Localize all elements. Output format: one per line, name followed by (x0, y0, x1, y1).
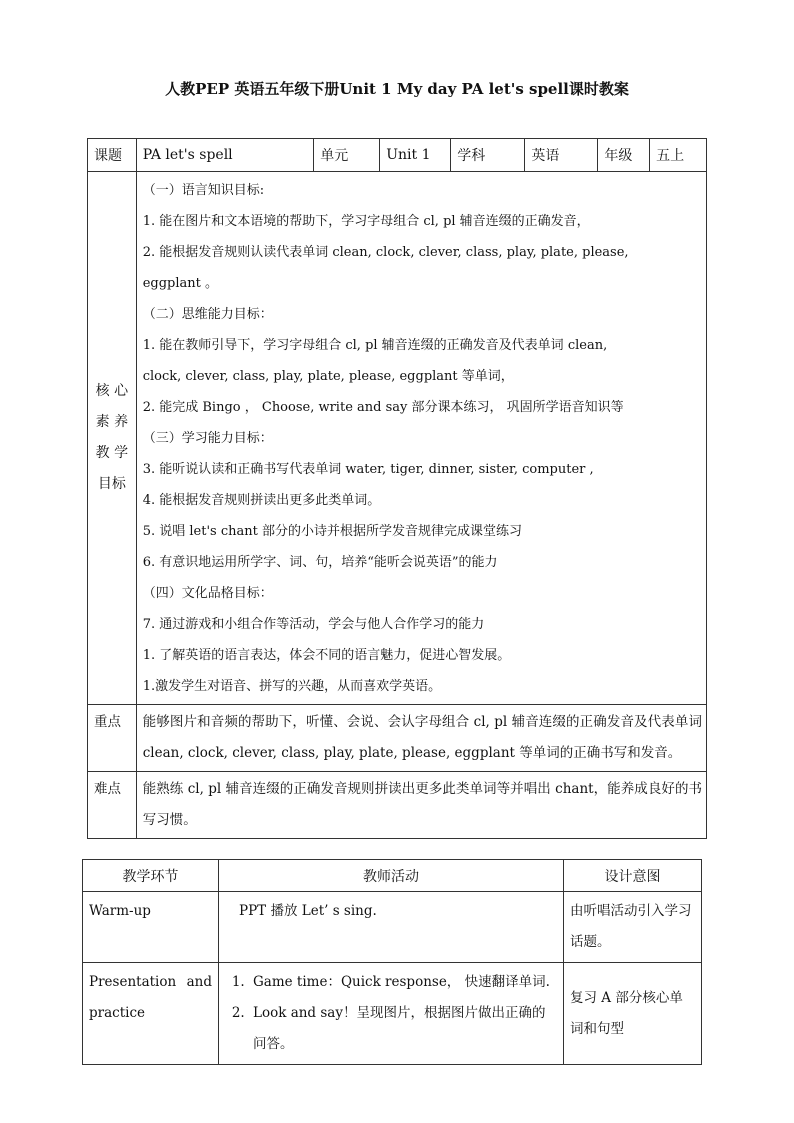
grade-value: 五上 (650, 139, 707, 172)
intent-cell: 由听唱活动引入学习话题。 (564, 892, 702, 963)
goal-line: 1.激发学生对语音、拼写的兴趣，从而喜欢学英语。 (142, 679, 442, 694)
stage-name: Presentation (89, 974, 177, 990)
activity-list (225, 967, 557, 1060)
process-row (83, 963, 702, 1065)
stage-cell (83, 892, 219, 963)
goals-label-line: 教 学 (95, 445, 129, 461)
intent-header: 设计意图 (564, 860, 702, 892)
goal-line: 1. 能在教师引导下，学习字母组合 cl, pl 辅音连缀的正确发音及代表单词 clean, (142, 338, 608, 353)
activity-item: PPT 播放 Let’ s sing. (239, 903, 377, 919)
goals-label-line: 核 心 (95, 383, 129, 399)
stage-name: practice (89, 1005, 145, 1021)
goal-line: （四）文化品格目标： (142, 586, 273, 601)
goal-line: 2. 能完成 Bingo ， Choose, write and say 部分课本练习， 巩固所学语音知识等 (142, 400, 624, 415)
stage-name: and (186, 974, 212, 990)
key-points-text: 能够图片和音频的帮助下，听懂、会说、会认字母组合 cl, pl 辅音连缀的正确发音及代表单词 clean, clock, clever, class, play, plate, please, eggplant 等单词的正确书写和发音。 (136, 705, 706, 772)
stage-name: Warm-up (89, 903, 151, 919)
topic-label: 课题 (88, 139, 137, 172)
goal-line: 1. 了解英语的语言表达，体会不同的语言魅力，促进心智发展。 (142, 648, 511, 663)
activity-item: 2. Look and say！呈现图片，根据图片做出正确的问答。 (249, 998, 557, 1060)
process-header-row (83, 860, 702, 892)
unit-label: 单元 (314, 139, 380, 172)
activity-item: 1. Game time：Quick response， 快速翻译单词. (249, 967, 557, 998)
topic-value: PA let's spell (136, 139, 314, 172)
grade-label: 年级 (598, 139, 650, 172)
goal-line: （二）思维能力目标： (142, 307, 273, 322)
activity-cell (219, 892, 564, 963)
goal-line: clock, clever, class, play, plate, please, eggplant 等单词， (142, 369, 514, 384)
key-points-label: 重点 (88, 705, 137, 772)
subject-label: 学科 (451, 139, 525, 172)
goals-content (136, 172, 706, 705)
lesson-plan-table (87, 138, 707, 839)
goal-line: eggplant 。 (142, 276, 218, 291)
goals-label (88, 172, 137, 705)
header-row (88, 139, 707, 172)
key-points-row (88, 705, 707, 772)
intent-cell: 复习 A 部分核心单词和句型 (564, 963, 702, 1065)
goals-row (88, 172, 707, 705)
goal-line: （三）学习能力目标： (142, 431, 273, 446)
unit-value: Unit 1 (380, 139, 451, 172)
document-title: 人教PEP 英语五年级下册Unit 1 My day PA let's spell课时教案 (165, 80, 629, 98)
goal-line: 2. 能根据发音规则认读代表单词 clean, clock, clever, class, play, plate, please, (142, 245, 629, 260)
goal-line: （一）语言知识目标: (142, 183, 265, 198)
stage-cell (83, 963, 219, 1065)
goal-line: 3. 能听说认读和正确书写代表单词 water, tiger, dinner, sister, computer , (142, 462, 594, 477)
subject-value: 英语 (525, 139, 598, 172)
stage-header: 教学环节 (83, 860, 219, 892)
goal-line: 1. 能在图片和文本语境的帮助下，学习字母组合 cl, pl 辅音连缀的正确发音， (142, 214, 590, 229)
difficulties-text: 能熟练 cl, pl 辅音连缀的正确发音规则拼读出更多此类单词等并唱出 chant，能养成良好的书写习惯。 (136, 772, 706, 839)
goal-line: 4. 能根据发音规则拼读出更多此类单词。 (142, 493, 381, 508)
goal-line: 6. 有意识地运用所学字、词、句，培养“能听会说英语”的能力 (142, 555, 498, 570)
activity-header: 教师活动 (219, 860, 564, 892)
process-row (83, 892, 702, 963)
goals-label-line: 目标 (97, 476, 126, 492)
activity-cell (219, 963, 564, 1065)
goal-line: 7. 通过游戏和小组合作等活动，学会与他人合作学习的能力 (142, 617, 485, 632)
goal-line: 5. 说唱 let's chant 部分的小诗并根据所学发音规律完成课堂练习 (142, 524, 522, 539)
difficulties-label: 难点 (88, 772, 137, 839)
goals-label-line: 素 养 (95, 414, 129, 430)
teaching-process-table (82, 859, 702, 1065)
difficulties-row (88, 772, 707, 839)
